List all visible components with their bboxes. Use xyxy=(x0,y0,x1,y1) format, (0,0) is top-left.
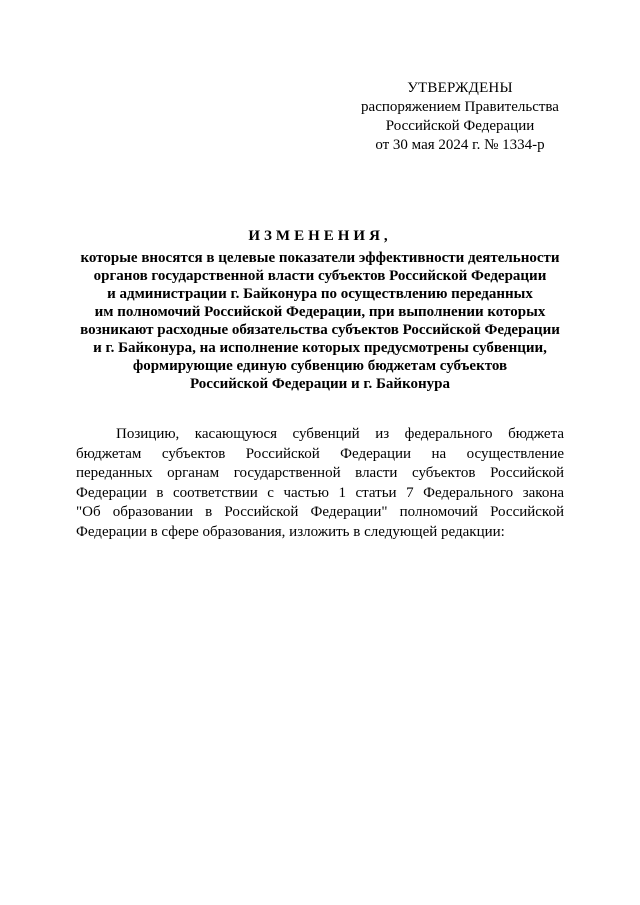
subtitle-line: формирующие единую субвенцию бюджетам субъектов xyxy=(132,358,508,374)
subtitle-line: и администрации г. Байконура по осуществлению переданных xyxy=(107,286,533,302)
body-line: переданных органам государственной власти субъектов Российской xyxy=(76,465,564,482)
approval-line-authority: распоряжением Правительства xyxy=(361,99,559,115)
body-line: "Об образовании в Российской Федерации" полномочий Российской xyxy=(76,504,564,521)
body-line: бюджетам субъектов Российской Федерации на осуществление xyxy=(76,445,564,462)
subtitle-line: возникают расходные обязательства субъектов Российской Федерации xyxy=(80,322,560,338)
body-line: Позицию, касающуюся субвенций из федерального бюджета xyxy=(116,426,564,442)
subtitle-line: и г. Байконура, на исполнение которых предусмотрены субвенции, xyxy=(93,340,547,356)
body-line: Федерации в сфере образования, изложить в следующей редакции: xyxy=(76,523,505,540)
document-title: ИЗМЕНЕНИЯ, xyxy=(248,228,392,244)
document-subtitle xyxy=(60,249,580,393)
body-line: Федерации в соответствии с частью 1 статьи 7 Федерального закона xyxy=(76,484,564,501)
subtitle-line: которые вносятся в целевые показатели эффективности деятельности xyxy=(80,250,560,266)
subtitle-line: им полномочий Российской Федерации, при выполнении которых xyxy=(94,304,546,320)
body-paragraph xyxy=(76,425,564,543)
approval-stamp xyxy=(340,79,580,155)
subtitle-line: органов государственной власти субъектов Российской Федерации xyxy=(93,268,547,284)
approval-line-date-number: от 30 мая 2024 г. № 1334-р xyxy=(375,137,545,153)
approval-heading: УТВЕРЖДЕНЫ xyxy=(407,80,513,96)
approval-line-country: Российской Федерации xyxy=(385,118,535,134)
subtitle-line: Российской Федерации и г. Байконура xyxy=(190,376,450,392)
